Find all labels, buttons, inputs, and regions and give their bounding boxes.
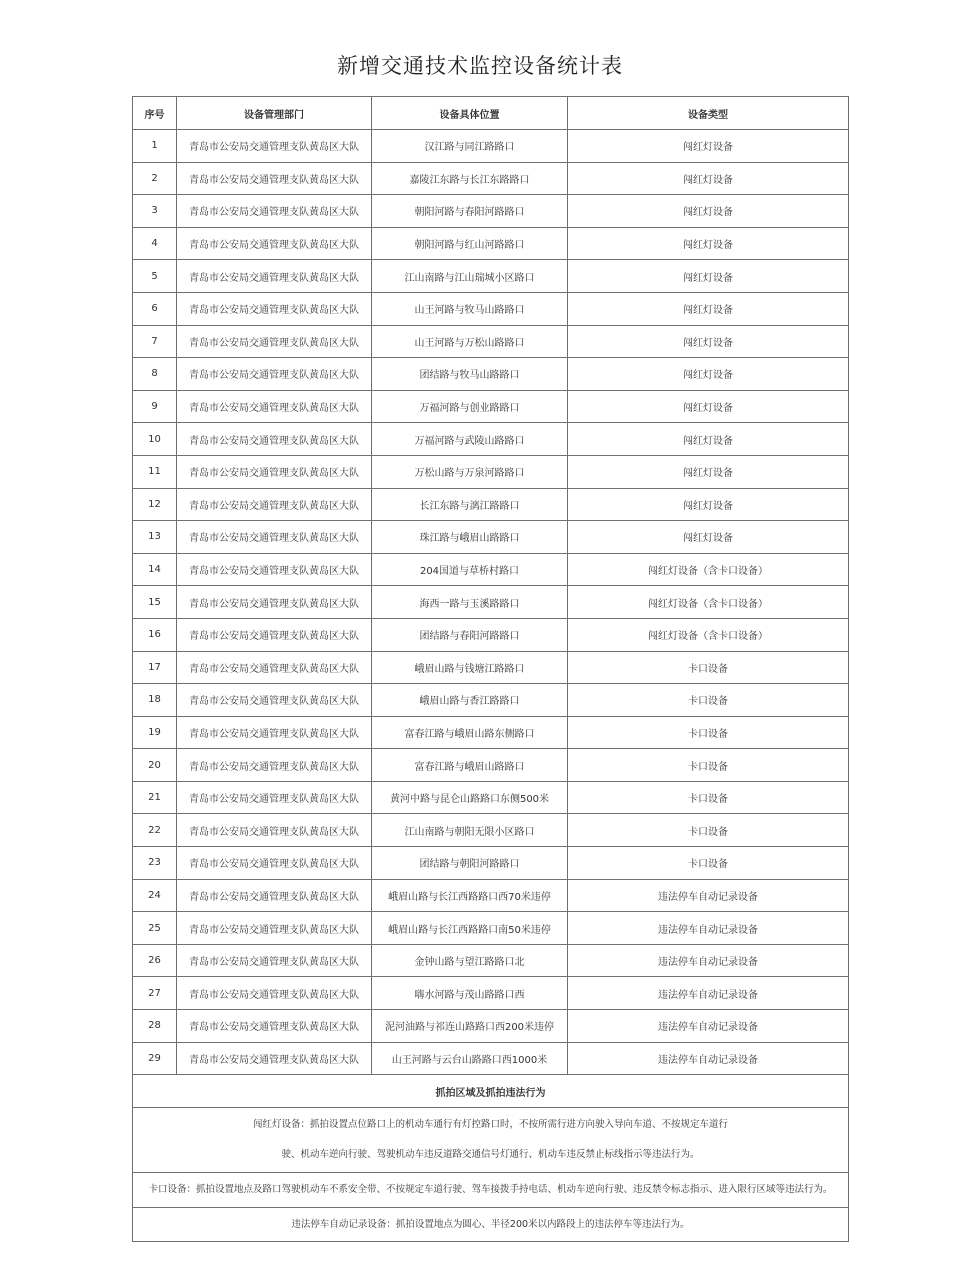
table-body [133, 130, 849, 1075]
table-row [133, 684, 849, 717]
row-department: 青岛市公安局交通管理支队黄岛区大队 [177, 651, 372, 684]
row-device-type: 卡口设备 [568, 781, 849, 814]
note-checkpoint: 卡口设备：抓拍设置地点及路口驾驶机动车不系安全带、不按规定车道行驶、驾车接拨手持电话、机动车逆向行驶、违反禁令标志指示、进入限行区域等违法行为。 [133, 1173, 849, 1208]
table-row [133, 553, 849, 586]
row-location: 珠江路与峨眉山路路口 [372, 521, 568, 554]
row-index: 14 [133, 553, 177, 586]
row-index: 28 [133, 1010, 177, 1043]
table-row [133, 488, 849, 521]
row-device-type: 闯红灯设备 [568, 455, 849, 488]
row-index: 22 [133, 814, 177, 847]
row-location: 富春江路与峨眉山路东侧路口 [372, 716, 568, 749]
row-index: 8 [133, 358, 177, 391]
row-location: 山王河路与云台山路路口西1000米 [372, 1042, 568, 1075]
device-table [132, 96, 849, 1242]
row-index: 20 [133, 749, 177, 782]
table-row [133, 162, 849, 195]
row-location: 泥河油路与祁连山路路口西200米违停 [372, 1010, 568, 1043]
row-location: 富春江路与峨眉山路路口 [372, 749, 568, 782]
table-row [133, 977, 849, 1010]
table-row [133, 130, 849, 163]
row-index: 21 [133, 781, 177, 814]
table-row [133, 325, 849, 358]
row-index: 7 [133, 325, 177, 358]
row-department: 青岛市公安局交通管理支队黄岛区大队 [177, 358, 372, 391]
row-device-type: 闯红灯设备（含卡口设备） [568, 586, 849, 619]
note-parking: 违法停车自动记录设备：抓拍设置地点为圆心、半径200米以内路段上的违法停车等违法行为。 [133, 1208, 849, 1242]
row-location: 万福河路与武陵山路路口 [372, 423, 568, 456]
row-index: 25 [133, 912, 177, 945]
row-index: 19 [133, 716, 177, 749]
table-row [133, 1042, 849, 1075]
row-device-type: 闯红灯设备 [568, 162, 849, 195]
row-device-type: 卡口设备 [568, 684, 849, 717]
table-row [133, 716, 849, 749]
row-department: 青岛市公安局交通管理支队黄岛区大队 [177, 488, 372, 521]
row-device-type: 违法停车自动记录设备 [568, 944, 849, 977]
row-index: 29 [133, 1042, 177, 1075]
row-index: 2 [133, 162, 177, 195]
row-department: 青岛市公安局交通管理支队黄岛区大队 [177, 586, 372, 619]
row-department: 青岛市公安局交通管理支队黄岛区大队 [177, 423, 372, 456]
row-index: 18 [133, 684, 177, 717]
row-location: 峨眉山路与长江西路路口西70米违停 [372, 879, 568, 912]
table-row [133, 195, 849, 228]
row-index: 15 [133, 586, 177, 619]
table-row [133, 521, 849, 554]
row-index: 27 [133, 977, 177, 1010]
row-department: 青岛市公安局交通管理支队黄岛区大队 [177, 749, 372, 782]
row-device-type: 闯红灯设备 [568, 260, 849, 293]
table-row [133, 651, 849, 684]
row-index: 26 [133, 944, 177, 977]
table-row [133, 586, 849, 619]
row-department: 青岛市公安局交通管理支队黄岛区大队 [177, 1042, 372, 1075]
row-device-type: 闯红灯设备 [568, 325, 849, 358]
row-department: 青岛市公安局交通管理支队黄岛区大队 [177, 195, 372, 228]
row-location: 朝阳河路与红山河路路口 [372, 227, 568, 260]
table-header-row [133, 97, 849, 130]
table-row [133, 260, 849, 293]
note-row-checkpoint [133, 1173, 849, 1208]
note-row-parking [133, 1208, 849, 1242]
row-location: 黄河中路与昆仑山路路口东侧500米 [372, 781, 568, 814]
row-location: 峨眉山路与钱塘江路路口 [372, 651, 568, 684]
row-device-type: 卡口设备 [568, 651, 849, 684]
table-row [133, 292, 849, 325]
table-row [133, 847, 849, 880]
table-row [133, 358, 849, 391]
table-row [133, 618, 849, 651]
section-row [133, 1075, 849, 1108]
table-row [133, 814, 849, 847]
table-row [133, 423, 849, 456]
row-department: 青岛市公安局交通管理支队黄岛区大队 [177, 944, 372, 977]
row-device-type: 闯红灯设备 [568, 130, 849, 163]
row-department: 青岛市公安局交通管理支队黄岛区大队 [177, 912, 372, 945]
row-index: 6 [133, 292, 177, 325]
table-row [133, 781, 849, 814]
row-location: 海西一路与玉溪路路口 [372, 586, 568, 619]
row-device-type: 闯红灯设备 [568, 390, 849, 423]
row-location: 山王河路与万松山路路口 [372, 325, 568, 358]
row-device-type: 闯红灯设备 [568, 358, 849, 391]
row-index: 3 [133, 195, 177, 228]
row-department: 青岛市公安局交通管理支队黄岛区大队 [177, 1010, 372, 1043]
header-index: 序号 [133, 97, 177, 130]
row-location: 嗨水河路与茂山路路口西 [372, 977, 568, 1010]
row-department: 青岛市公安局交通管理支队黄岛区大队 [177, 325, 372, 358]
row-location: 峨眉山路与香江路路口 [372, 684, 568, 717]
row-device-type: 卡口设备 [568, 716, 849, 749]
header-location: 设备具体位置 [372, 97, 568, 130]
row-location: 江山南路与江山瑞城小区路口 [372, 260, 568, 293]
row-department: 青岛市公安局交通管理支队黄岛区大队 [177, 130, 372, 163]
row-device-type: 违法停车自动记录设备 [568, 1010, 849, 1043]
row-location: 万松山路与万泉河路路口 [372, 455, 568, 488]
row-device-type: 闯红灯设备 [568, 227, 849, 260]
row-location: 嘉陵江东路与长江东路路口 [372, 162, 568, 195]
row-location: 万福河路与创业路路口 [372, 390, 568, 423]
header-department: 设备管理部门 [177, 97, 372, 130]
row-index: 16 [133, 618, 177, 651]
note-row-red-light [133, 1108, 849, 1173]
table-row [133, 879, 849, 912]
row-location: 江山南路与朝阳无限小区路口 [372, 814, 568, 847]
row-department: 青岛市公安局交通管理支队黄岛区大队 [177, 814, 372, 847]
section-title: 抓拍区域及抓拍违法行为 [133, 1075, 849, 1108]
row-device-type: 闯红灯设备 [568, 292, 849, 325]
row-location: 山王河路与牧马山路路口 [372, 292, 568, 325]
row-device-type: 闯红灯设备 [568, 521, 849, 554]
table-row [133, 1010, 849, 1043]
row-location: 朝阳河路与春阳河路路口 [372, 195, 568, 228]
row-index: 9 [133, 390, 177, 423]
row-index: 4 [133, 227, 177, 260]
row-location: 团结路与朝阳河路路口 [372, 847, 568, 880]
row-device-type: 违法停车自动记录设备 [568, 1042, 849, 1075]
table-row [133, 912, 849, 945]
row-index: 12 [133, 488, 177, 521]
row-index: 11 [133, 455, 177, 488]
table-row [133, 227, 849, 260]
row-location: 团结路与春阳河路路口 [372, 618, 568, 651]
header-device-type: 设备类型 [568, 97, 849, 130]
row-device-type: 闯红灯设备 [568, 488, 849, 521]
row-device-type: 卡口设备 [568, 814, 849, 847]
table-row [133, 749, 849, 782]
row-index: 1 [133, 130, 177, 163]
row-device-type: 闯红灯设备（含卡口设备） [568, 618, 849, 651]
table-row [133, 944, 849, 977]
row-device-type: 卡口设备 [568, 749, 849, 782]
row-device-type: 违法停车自动记录设备 [568, 977, 849, 1010]
row-location: 长江东路与漓江路路口 [372, 488, 568, 521]
row-index: 10 [133, 423, 177, 456]
row-location: 团结路与牧马山路路口 [372, 358, 568, 391]
row-department: 青岛市公安局交通管理支队黄岛区大队 [177, 618, 372, 651]
note-red-light-line2: 驶、机动车逆向行驶、驾驶机动车违反道路交通信号灯通行、机动车违反禁止标线指示等违法行为。 [281, 1149, 700, 1161]
row-department: 青岛市公安局交通管理支队黄岛区大队 [177, 260, 372, 293]
row-device-type: 违法停车自动记录设备 [568, 912, 849, 945]
row-device-type: 违法停车自动记录设备 [568, 879, 849, 912]
row-index: 17 [133, 651, 177, 684]
row-department: 青岛市公安局交通管理支队黄岛区大队 [177, 553, 372, 586]
page-title: 新增交通技术监控设备统计表 [337, 54, 623, 78]
row-location: 金钟山路与望江路路口北 [372, 944, 568, 977]
row-location: 峨眉山路与长江西路路口南50米违停 [372, 912, 568, 945]
row-department: 青岛市公安局交通管理支队黄岛区大队 [177, 716, 372, 749]
table-row [133, 455, 849, 488]
row-department: 青岛市公安局交通管理支队黄岛区大队 [177, 781, 372, 814]
row-department: 青岛市公安局交通管理支队黄岛区大队 [177, 162, 372, 195]
row-device-type: 闯红灯设备 [568, 423, 849, 456]
row-department: 青岛市公安局交通管理支队黄岛区大队 [177, 390, 372, 423]
row-department: 青岛市公安局交通管理支队黄岛区大队 [177, 227, 372, 260]
row-department: 青岛市公安局交通管理支队黄岛区大队 [177, 455, 372, 488]
row-location: 汉江路与同江路路口 [372, 130, 568, 163]
row-department: 青岛市公安局交通管理支队黄岛区大队 [177, 879, 372, 912]
row-device-type: 闯红灯设备 [568, 195, 849, 228]
row-location: 204国道与草桥村路口 [372, 553, 568, 586]
row-department: 青岛市公安局交通管理支队黄岛区大队 [177, 977, 372, 1010]
row-department: 青岛市公安局交通管理支队黄岛区大队 [177, 684, 372, 717]
row-device-type: 卡口设备 [568, 847, 849, 880]
row-index: 5 [133, 260, 177, 293]
row-index: 23 [133, 847, 177, 880]
row-index: 24 [133, 879, 177, 912]
table-row [133, 390, 849, 423]
row-index: 13 [133, 521, 177, 554]
row-device-type: 闯红灯设备（含卡口设备） [568, 553, 849, 586]
row-department: 青岛市公安局交通管理支队黄岛区大队 [177, 847, 372, 880]
row-department: 青岛市公安局交通管理支队黄岛区大队 [177, 521, 372, 554]
note-red-light-line1: 闯红灯设备：抓拍设置点位路口上的机动车通行有灯控路口时，不按所需行进方向驶入导向车道、不按规定车道行 [252, 1119, 728, 1131]
row-department: 青岛市公安局交通管理支队黄岛区大队 [177, 292, 372, 325]
